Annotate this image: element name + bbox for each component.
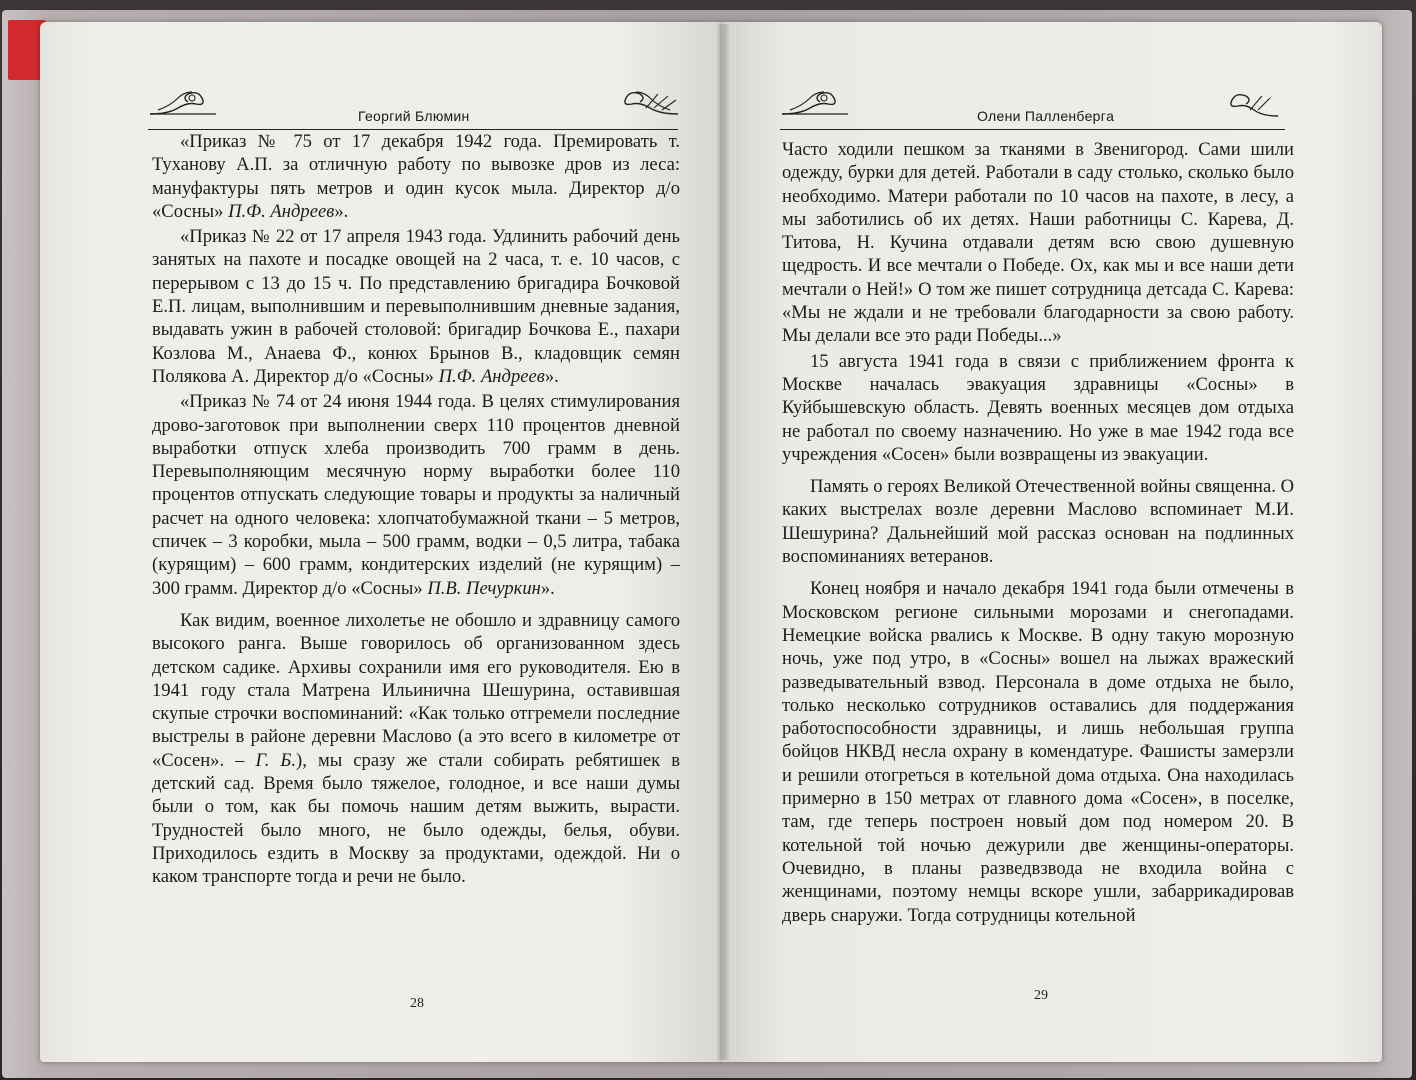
italic-signature: П.Ф. Андреев [228,200,335,222]
left-ornament-right-icon [610,84,680,118]
right-page-body [782,138,1294,927]
paragraph-text: ». [544,365,559,387]
paragraph-text: Память о героях Великой Отечественной войны священна. О каких выстрелах возле деревни Маслово вспоминает М.И. Шешурина? Дальнейший мой рассказ основан на подлинных воспоминаниях ветеранов. [782,476,1294,568]
right-running-title: Олени Палленбергa [977,108,1115,124]
italic-signature: П.Ф. Андреев [438,365,545,387]
paragraph [782,138,1294,348]
right-page-header [780,84,1285,140]
paragraph-text: Конец ноября и начало декабря 1941 года были отмечены в Московском регионе сильными морозами и снегопадами. Немецкие войска рвались к Москве. В одну такую морозную ночь, уже под утро, в «Сосны» вошел на лыжах вражеский разведывательный взвод. Персонала в доме отдыха не было, только несколько сотрудников оставались для поддержания работоспособности здравницы, и лишь небольшая группа бойцов НКВД несла охрану в комендатуре. Фашисты замерзли и решили отогреться в котельной дома отдыха. Она находилась примерно в 150 метрах от главного дома «Сосен», в поселке, там, где теперь построен новый дом под номером 20. В котельной той ночью дежурили две женщины-операторы. Очевидно, в планы разведвзвода не входила война с женщинами, поэтому немцы вскоре ушли, забаррикадировав дверь снаружи. Тогда сотрудницы котельной [782,578,1294,926]
paragraph-text: ». [540,577,555,599]
paragraph-text: ». [334,200,349,222]
paragraph-text: «Приказ № 22 от 17 апреля 1943 года. Удлинить рабочий день занятых на пахоте и посадке овощей на 2 часа, т. е. 10 часов, с перерывом с 13 до 15 ч. По представлению бригадира Бочковой Е.П. лицам, выполнившим и перевыполнившим дневные задания, выдавать ужин в рабочей столовой: бригадир Бочкова Е., пахари Козлова М., Анаева Ф., конюх Брынов В., кладовщик семян Полякова А. Директор д/о «Сосны» [152,226,680,387]
left-running-title: Георгий Блюмин [358,108,470,124]
paragraph-text: «Приказ № 75 от 17 декабря 1942 года. Премировать т. Туханову А.П. за отличную работу по вывозке дров из леса: мануфактуры пять метров и один кусок мыла. Директор д/о «Сосны» [152,131,680,222]
paragraph [152,130,680,223]
paragraph-text: Как видим, военное лихолетье не обошло и здравницу самого высокого ранга. Выше говорилось об организованном здесь детском садике. Архивы сохранили имя его руководителя. Ею в 1941 году стала Матрена Ильинична Шешурина, оставившая скупые строчки воспоминаний: «Как только отгремели последние выстрелы в районе деревни Маслово (а это всего в километре от «Сосен». – [152,609,680,771]
right-page-number: 29 [1034,988,1048,1003]
left-ornament-left-icon [148,84,218,118]
left-page-body [152,130,680,889]
paragraph [152,390,680,600]
left-page-number: 28 [410,996,424,1011]
right-ornament-left-icon [780,84,850,118]
right-page [722,22,1382,1062]
paragraph [782,577,1294,926]
book-spine-gutter [716,24,730,1060]
paragraph [782,350,1294,466]
right-header-rule [780,129,1285,130]
paragraph-text: ), мы сразу же стали собирать ребятишек в детский сад. Время было тяжелое, голодное, и все наши думы были о том, как бы помочь нашим детям выжить, вырасти. Трудностей было много, не было одежды, белья, обуви. Приходилось ездить в Москву за продуктами, одеждой. Ни о каком транспорте тогда и речи не было. [152,749,680,888]
paragraph-text: Часто ходили пешком за тканями в Звенигород. Сами шили одежду, бурки для детей. Работали в саду столько, сколько было необходимо. Матери работали по 10 часов на пахоте, в лесу, а мы заботились об их детях. Наши работницы С. Карева, Д. Титова, Н. Кучина отдавали детям всю свою душевную щедрость. И все мечтали о Победе. Ох, как мы и все наши дети мечтали о Ней!» О том же пишет сотрудница детсада С. Карева: «Мы не ждали и не требовали благодарности за свою работу. Мы делали все это ради Победы...» [782,139,1294,347]
right-ornament-right-icon [1220,86,1280,120]
paragraph [152,609,680,889]
paragraph [782,475,1294,568]
left-page [40,22,722,1062]
italic-signature: Г. Б. [255,749,297,771]
paragraph-text: «Приказ № 74 от 24 июня 1944 года. В целях стимулирования дрово-заготовок при выполнении сверх 110 процентов дневной выработки отпуск хлеба производить 700 грамм в день. Перевыполняющим месячную норму выработки более 110 процентов отпускать следующие товары и продукты за наличный расчет на одного человека: хлопчатобумажной ткани – 5 метров, спичек – 3 коробки, мыла – 500 грамм, водки – 0,5 литра, табака (курящим) – 600 грамм, кондитерских изделий (не курящим) – 300 грамм. Директор д/о «Сосны» [152,391,680,599]
paragraph [152,225,680,388]
italic-signature: П.В. Печуркин [427,577,541,599]
paragraph-text: 15 августа 1941 года в связи с приближением фронта к Москве началась эвакуация здравницы «Сосны» в Куйбышевскую область. Девять военных месяцев дом отдыха не работал по своему назначению. Но уже в мае 1942 года все учреждения «Сосен» были возвращены из эвакуации. [782,350,1294,465]
